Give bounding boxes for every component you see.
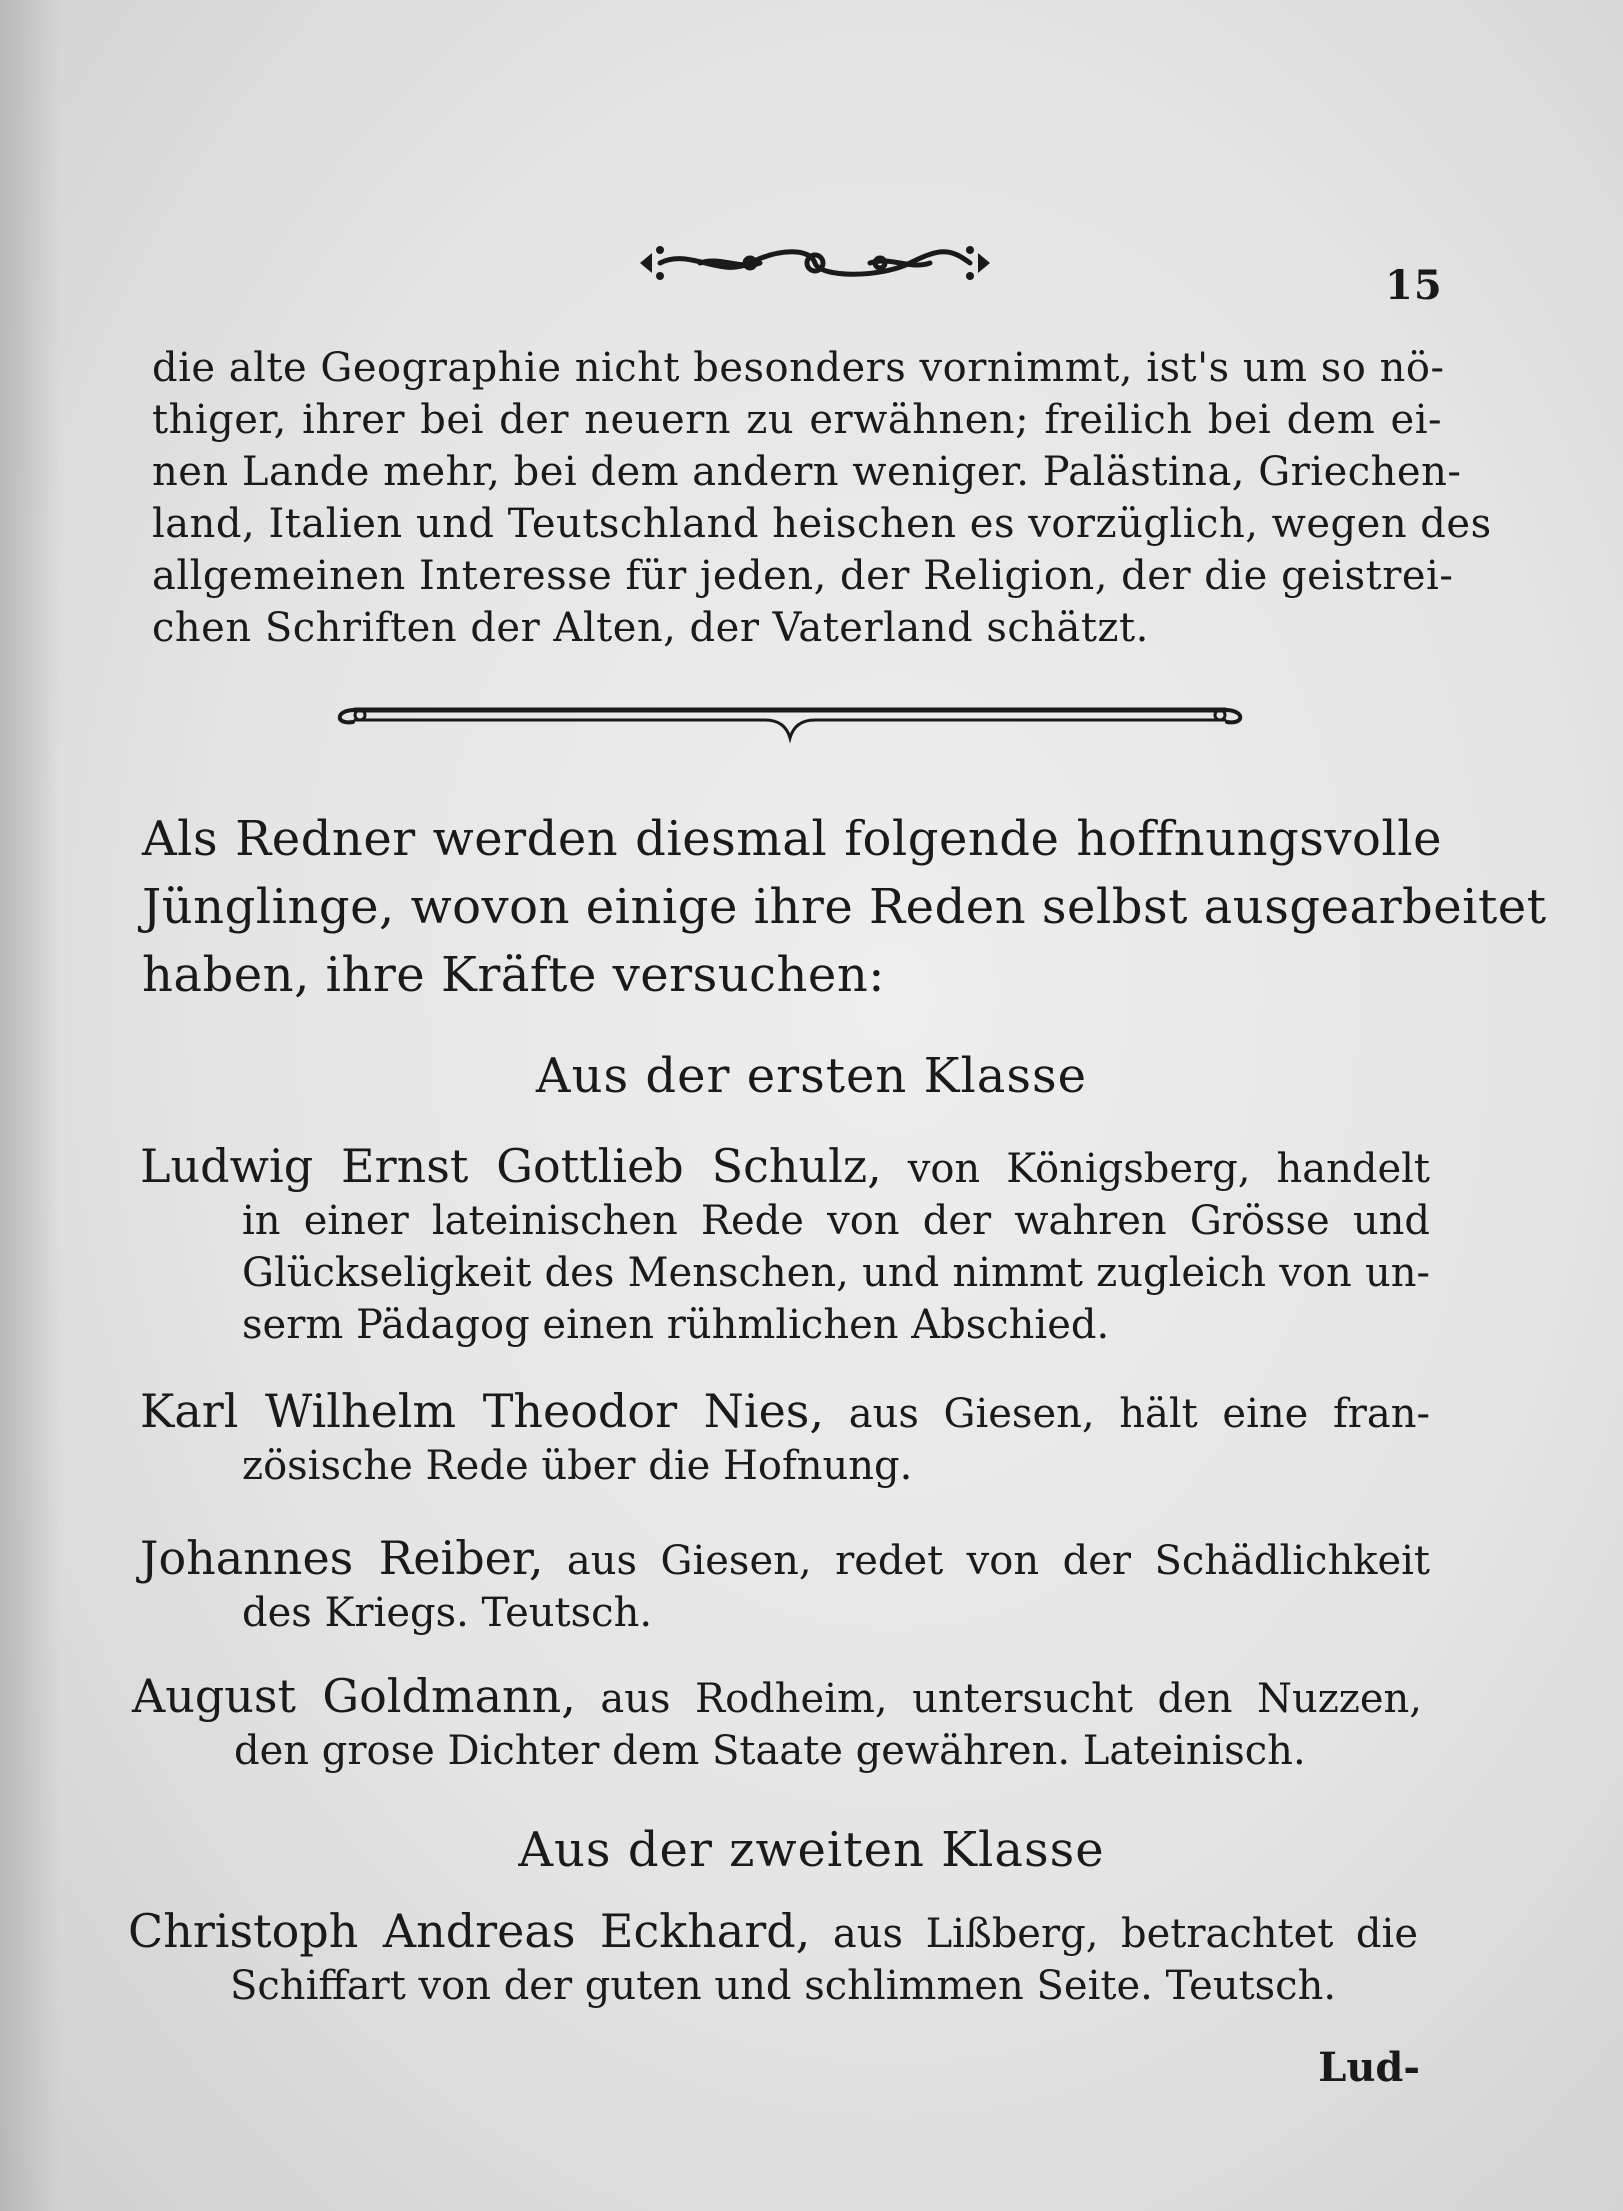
opening-paragraph xyxy=(152,342,1492,654)
section-heading-first-class: Aus der ersten Klasse xyxy=(535,1048,1088,1104)
text-line: des Kriegs. Teutsch. xyxy=(242,1590,653,1636)
speaker-origin: von Königsberg, handelt xyxy=(907,1146,1430,1192)
speaker-origin: aus Rodheim, untersucht den Nuzzen, xyxy=(600,1676,1423,1722)
speaker-entry xyxy=(132,1670,1422,1777)
speaker-name: August Goldmann, xyxy=(132,1669,576,1723)
speaker-origin: aus Giesen, redet von der Schädlichkeit xyxy=(566,1538,1430,1584)
text-line: in einer lateinischen Rede von der wahren Grösse und xyxy=(242,1198,1430,1244)
text-line: allgemeinen Interesse für jeden, der Religion, der die geistrei- xyxy=(152,553,1454,599)
text-line: thiger, ihrer bei der neuern zu erwähnen; freilich bei dem ei- xyxy=(152,397,1442,443)
speaker-entry xyxy=(140,1532,1430,1639)
speaker-entry xyxy=(140,1140,1430,1351)
text-line: den grose Dichter dem Staate gewähren. Lateinisch. xyxy=(234,1728,1306,1774)
text-line: haben, ihre Kräfte versuchen: xyxy=(142,947,885,1003)
speaker-name: Ludwig Ernst Gottlieb Schulz, xyxy=(140,1139,882,1193)
speaker-name: Karl Wilhelm Theodor Nies, xyxy=(140,1384,825,1438)
divider-rule-icon xyxy=(335,680,1245,760)
text-line: nen Lande mehr, bei dem andern weniger. Palästina, Griechen- xyxy=(152,449,1462,495)
speaker-origin: aus Giesen, hält eine fran- xyxy=(848,1391,1431,1437)
text-line: land, Italien und Teutschland heischen es vorzüglich, wegen des xyxy=(152,501,1492,547)
text-line: zösische Rede über die Hofnung. xyxy=(242,1443,913,1489)
text-line: die alte Geographie nicht besonders vornimmt, ist's um so nö- xyxy=(152,345,1445,391)
text-line: Jünglinge, wovon einige ihre Reden selbst ausgearbeitet xyxy=(142,879,1547,935)
speaker-origin: aus Lißberg, betrachtet die xyxy=(832,1911,1418,1957)
section-heading-second-class: Aus der zweiten Klasse xyxy=(518,1822,1105,1878)
speaker-name: Christoph Andreas Eckhard, xyxy=(128,1904,811,1958)
catchword: Lud- xyxy=(1318,2044,1420,2091)
ornament-top-icon xyxy=(630,228,1000,298)
page-gutter-shadow xyxy=(0,0,60,2211)
speakers-intro xyxy=(142,805,1547,1009)
text-line: Glückseligkeit des Menschen, und nimmt zugleich von un- xyxy=(242,1250,1430,1296)
text-line: Schiffart von der guten und schlimmen Seite. Teutsch. xyxy=(230,1963,1337,2009)
page-number: 15 xyxy=(1385,262,1443,309)
speaker-entry xyxy=(128,1905,1418,2012)
text-line: chen Schriften der Alten, der Vaterland schätzt. xyxy=(152,605,1149,651)
speaker-name: Johannes Reiber, xyxy=(140,1531,544,1585)
speaker-entry xyxy=(140,1385,1430,1492)
text-line: Als Redner werden diesmal folgende hoffnungsvolle xyxy=(142,811,1442,867)
text-line: serm Pädagog einen rühmlichen Abschied. xyxy=(242,1302,1110,1348)
